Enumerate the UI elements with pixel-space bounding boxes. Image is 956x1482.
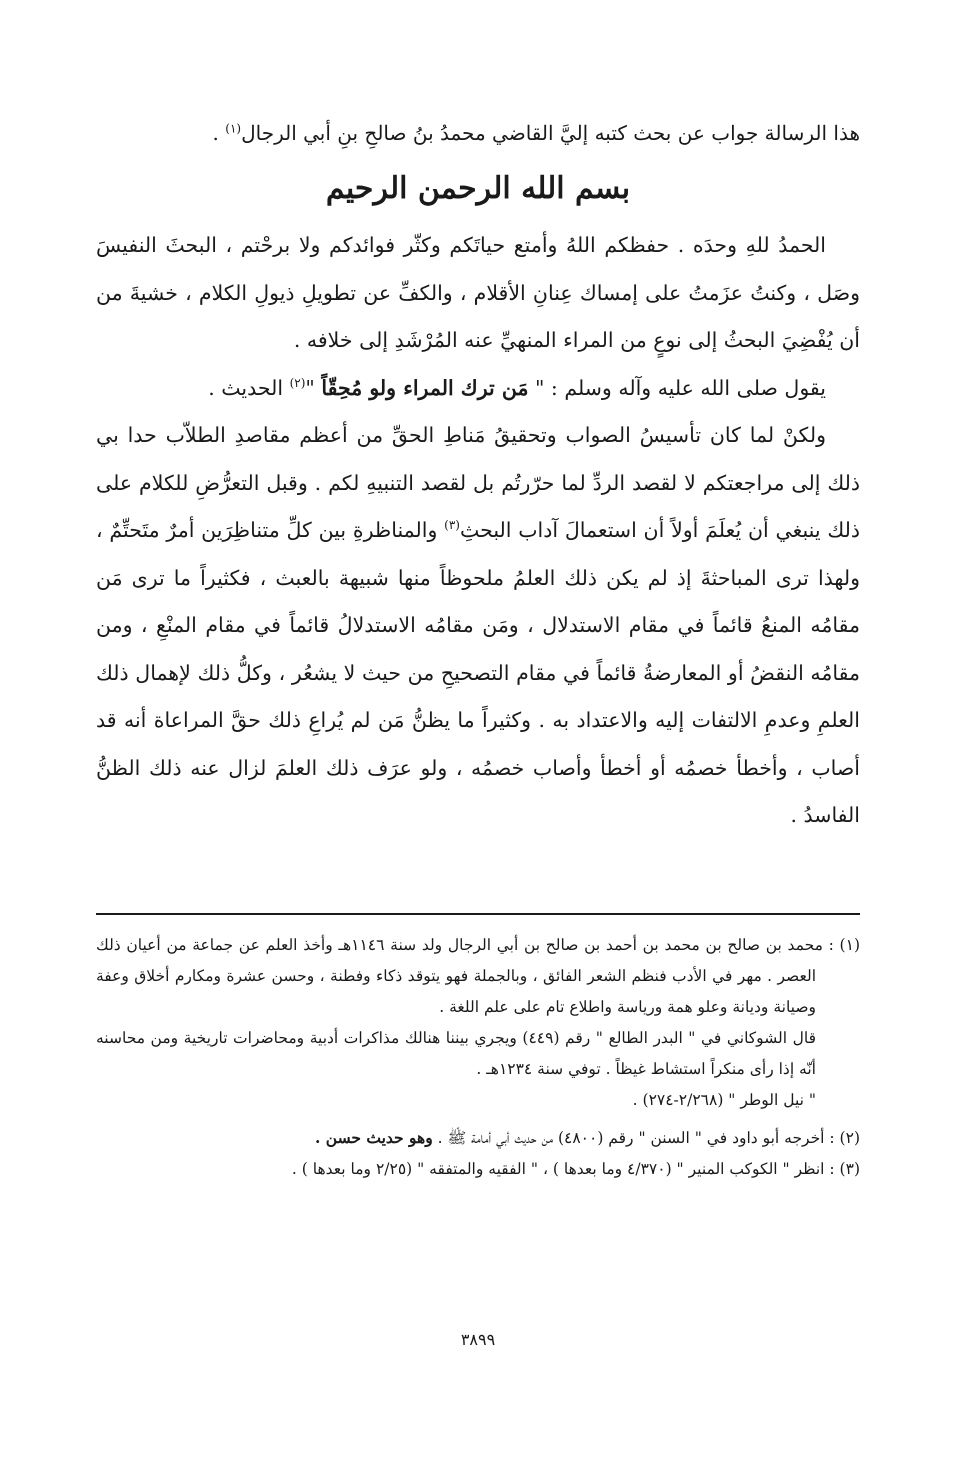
footnote-ref-1[interactable]: (١) (225, 121, 242, 136)
footnote-ref-2[interactable]: (٢) (289, 375, 306, 390)
footnote-3: (٣) : انظر " الكوكب المنير " (٤/٣٧٠ وما بعدها ) ، " الفقيه والمتفقه " (٢/٢٥ وما بعدها ) . (291, 1160, 860, 1178)
footnote-divider (96, 913, 860, 915)
intro-text: هذا الرسالة جواب عن بحث كتبه إليَّ القاضي محمدُ بنُ صالحِ بنِ أبي الرجال (241, 121, 860, 145)
footnote-2-text: (٢) : أخرجه أبو داود في " السنن " رقم (٤٨٠٠) من حديث أبي أمامة ﷺ . (432, 1129, 860, 1147)
paragraph-1: الحمدُ للهِ وحدَه . حفظكم اللهُ وأمتع حياتَكم وكثّر فوائدكم ولا برحْتم ، البحثَ النفيسَ وصَل ، وكنتُ عزَمتُ على إمساك عِنانِ الأقلام ، والكفِّ عن تطويلِ ذيولِ الكلام ، خشيةَ من أن يُفْضِيَ البحثُ إلى نوعٍ من المراء المنهيِّ عنه المُرْشَدِ إلى خلافه . (96, 233, 860, 352)
paragraph-2-start: يقول صلى الله عليه وآله وسلم : " (528, 375, 826, 400)
basmala-heading: بسم الله الرحمن الرحيم (325, 171, 631, 206)
footnotes (96, 930, 860, 1185)
intro-end: . (212, 121, 226, 145)
intro-line (96, 112, 860, 154)
footnote-1-source: " نيل الوطر " (٢/٢٦٨-٢٧٤) . (632, 1091, 816, 1109)
footnote-2 (96, 1122, 860, 1154)
footnote-ref-3[interactable]: (٣) (444, 518, 460, 533)
paragraph-3 (96, 412, 860, 840)
paragraph-3-b: والمناظرةِ بين كلِّ متناظِرَين أمرٌ متَحتِّمٌ ، ولهذا ترى المباحثةَ إذ لم يكن ذلك العلمُ ملحوظاً منها شبيهة بالعبث ، فكثيراً ما ترى مَن مقامُه المنعُ قائماً في مقام الاستدلال ، ومَن مقامُه الاستدلالُ قائماً في مقام المنْعِ ، ومن مقامُه النقضُ أو المعارضةُ قائماً في مقام التصحيحِ من حيث لا يشعُر ، وكلُّ ذلك لإهمال ذلك العلمِ وعدمِ الالتفات إليه والاعتداد به . وكثيراً ما يظنُّ مَن لم يُراعِ ذلك حقَّ المراعاة أنه قد أصاب ، وأخطأ خصمُه أو أخطأ وأصاب خصمُه ، ولو عرَف ذلك العلمَ لزال عنه ذلك الظنُّ الفاسدُ . (96, 518, 860, 827)
footnote-1-quote: قال الشوكاني في " البدر الطالع " رقم (٤٤٩) ويجري بيننا هنالك مذاكرات أدبية ومحاضرات تاريخية ومن محاسنه أنّه إذا رأى منكراً استشاط غيظاً . توفي سنة ١٢٣٤هـ . (96, 1029, 816, 1078)
paragraph-3-a: ولكنْ لما كان تأسيسُ الصواب وتحقيقُ مَناطِ الحقِّ من أعظم مقاصدِ الطلاّب حدا بي ذلك إلى مراجعتكم لا لقصد الردِّ لما حرّرتُم بل لقصد التنبيهِ لكم . وقبل التعرُّضِ للكلام على ذلك ينبغي أن يُعلَمَ أولاً أن استعمالَ آداب البحثِ (96, 423, 860, 542)
footnote-2-grade: وهو حديث حسن . (314, 1128, 433, 1147)
paragraph-2-end: الحديث . (208, 375, 290, 400)
paragraph-2-mid: " (305, 375, 322, 400)
page-number: ٣٨٩٩ (460, 1330, 496, 1349)
paragraph-2 (96, 365, 860, 413)
footnote-1: (١) : محمد بن صالح بن محمد بن أحمد بن صالح بن أبي الرجال ولد سنة ١١٤٦هـ وأخذ العلم عن جماعة من أعيان ذلك العصر . مهر في الأدب فنظم الشعر الفائق ، وبالجملة فهو يتوقد ذكاء وفطنة ، وحسن عشرة ومكارم أخلاق وعفة وصيانة وديانة وعلو همة ورياسة واطلاع تام على علم اللغة . (96, 936, 860, 1016)
hadith-quote: مَن ترك المراء ولو مُحِقّاً (321, 375, 529, 400)
